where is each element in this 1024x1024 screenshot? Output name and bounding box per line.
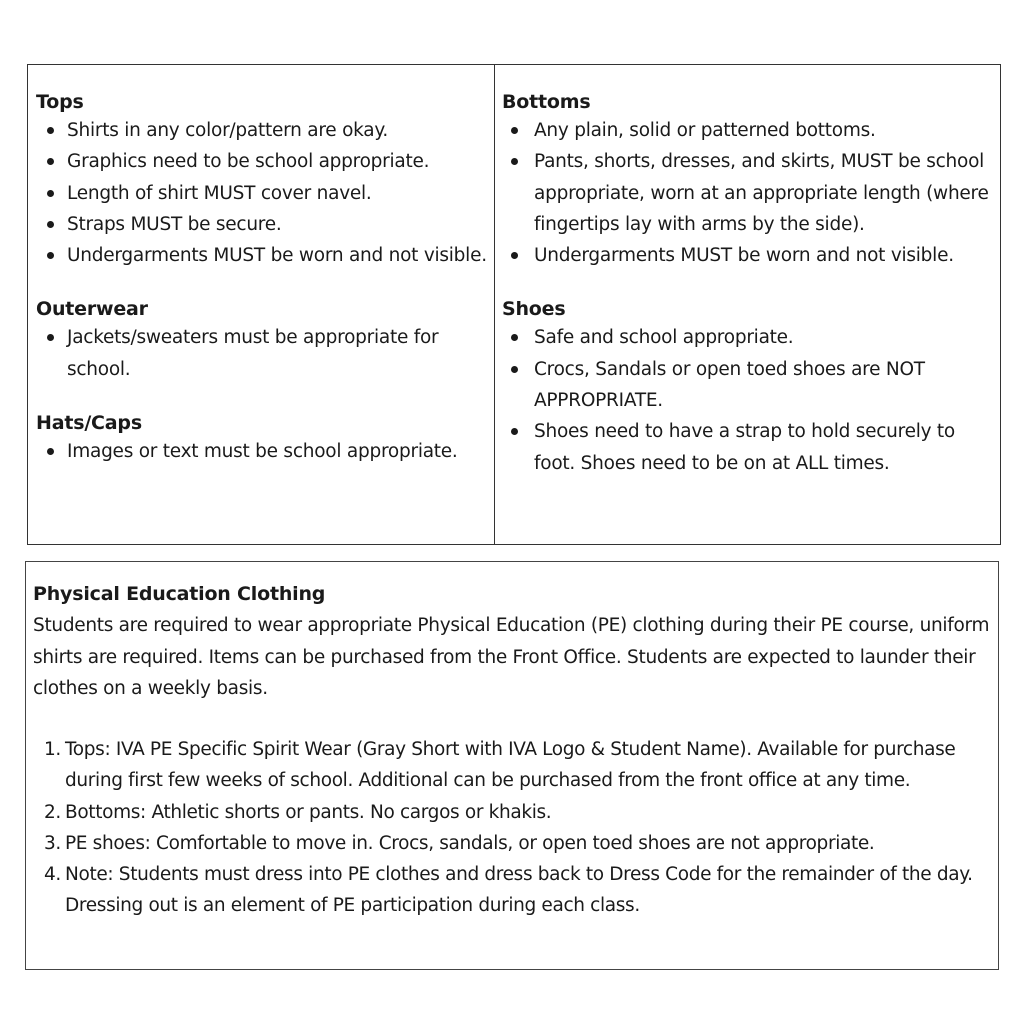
hats-title: Hats/Caps <box>36 412 142 435</box>
list-item: Length of shirt MUST cover navel. <box>36 178 488 209</box>
list-number: 1. <box>44 739 61 760</box>
right-column <box>502 89 997 504</box>
list-item: Pants, shorts, dresses, and skirts, MUST be school appropriate, worn at an appropriate length (where fingertips lay with arms by the side). <box>502 146 997 240</box>
bottoms-list <box>502 115 997 271</box>
list-item <box>44 859 996 922</box>
shoes-title: Shoes <box>502 298 566 321</box>
list-item: Graphics need to be school appropriate. <box>36 146 488 177</box>
pe-title: Physical Education Clothing <box>33 583 326 605</box>
list-number: 2. <box>44 801 61 823</box>
outerwear-section <box>36 296 488 385</box>
list-item: Shirts in any color/pattern are okay. <box>36 115 488 146</box>
dress-code-table <box>27 64 1001 545</box>
left-column <box>36 89 488 492</box>
list-item <box>44 797 996 828</box>
shoes-section <box>502 296 997 478</box>
list-item: Crocs, Sandals or open toed shoes are NOT APPROPRIATE. <box>502 354 997 417</box>
hats-list <box>36 436 488 467</box>
tops-section <box>36 89 488 271</box>
list-item: Straps MUST be secure. <box>36 209 488 240</box>
list-text: Note: Students must dress into PE clothes and dress back to Dress Code for the remainder of the day. Dressing out is an element of PE participation during each class. <box>65 864 973 917</box>
tops-title: Tops <box>36 91 84 113</box>
list-item: Jackets/sweaters must be appropriate for school. <box>36 322 488 385</box>
outerwear-list <box>36 322 488 385</box>
list-item: Any plain, solid or patterned bottoms. <box>502 115 997 146</box>
pe-list <box>44 734 996 922</box>
list-text: Tops: IVA PE Specific Spirit Wear (Gray Short with IVA Logo & Student Name). Available for purchase during first few weeks of school. Additional can be purchased from the front office at any time. <box>65 739 956 792</box>
bottoms-title: Bottoms <box>502 91 591 113</box>
tops-list <box>36 115 488 271</box>
list-item: Shoes need to have a strap to hold securely to foot. Shoes need to be on at ALL times. <box>502 416 997 479</box>
list-text: PE shoes: Comfortable to move in. Crocs, sandals, or open toed shoes are not appropriate. <box>65 832 875 854</box>
list-text: Bottoms: Athletic shorts or pants. No cargos or khakis. <box>65 801 552 823</box>
list-number: 4. <box>44 864 61 886</box>
list-item: Undergarments MUST be worn and not visible. <box>36 240 488 271</box>
list-item: Images or text must be school appropriate. <box>36 436 488 467</box>
list-item: Undergarments MUST be worn and not visible. <box>502 240 997 271</box>
bottoms-section <box>502 89 997 271</box>
hats-section <box>36 410 488 467</box>
list-item <box>44 734 996 797</box>
list-item <box>44 828 996 859</box>
outerwear-title: Outerwear <box>36 298 148 321</box>
list-number: 3. <box>44 832 61 854</box>
shoes-list <box>502 322 997 478</box>
pe-intro: Students are required to wear appropriate Physical Education (PE) clothing during their PE course, uniform shirts are required. Items can be purchased from the Front Office. Students are expected to launder their clothes on a weekly basis. <box>33 615 990 699</box>
pe-clothing-box <box>25 561 999 970</box>
list-item: Safe and school appropriate. <box>502 322 997 353</box>
column-divider <box>494 65 495 544</box>
